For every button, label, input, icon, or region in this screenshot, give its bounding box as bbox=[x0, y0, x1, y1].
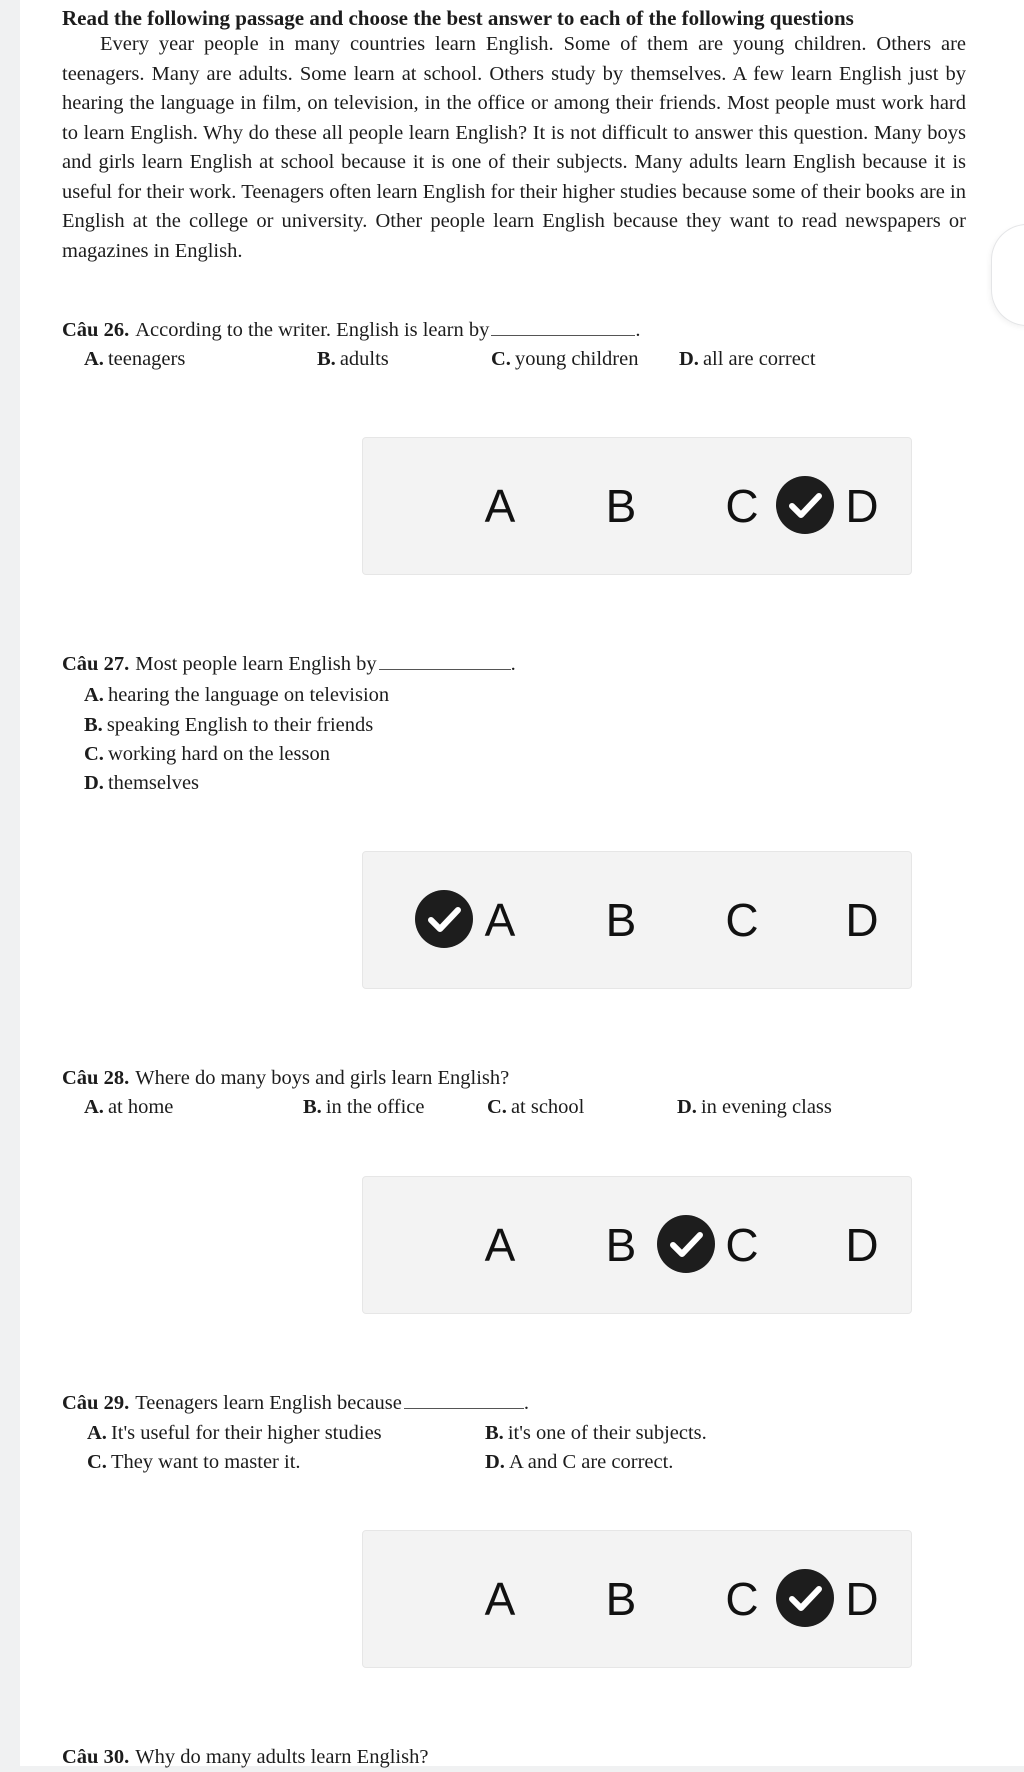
choice-d[interactable]: D bbox=[845, 1573, 879, 1625]
option-c: C. at school bbox=[487, 1096, 585, 1118]
option-b: B. adults bbox=[317, 348, 389, 370]
answer-panel-29 bbox=[362, 1530, 912, 1668]
question-text: Why do many adults learn English? bbox=[135, 1746, 429, 1768]
check-circle-icon bbox=[776, 1569, 834, 1627]
option-d: D. A and C are correct. bbox=[485, 1451, 674, 1473]
question-27 bbox=[62, 650, 516, 679]
choice-b[interactable]: B bbox=[605, 480, 637, 532]
choice-d[interactable]: D bbox=[845, 1219, 879, 1271]
question-text: Where do many boys and girls learn English? bbox=[135, 1067, 510, 1089]
answer-blank bbox=[491, 317, 635, 336]
choice-b[interactable]: B bbox=[605, 894, 637, 946]
option-c: C. young children bbox=[491, 348, 639, 370]
choice-b[interactable]: B bbox=[605, 1219, 637, 1271]
choice-c[interactable]: C bbox=[725, 480, 759, 532]
reading-passage: Every year people in many countries learn English. Some of them are young children. Others are teenagers. Many are adults. Some learn at school. Others study by themselves. A few learn English just by hearing the language in film, on television, in the office or among their friends. Most people must work hard to learn English. Why do these all people learn English? It is not difficult to answer this question. Many boys and girls learn English at school because it is one of their subjects. Many adults learn English because it is useful for their work. Teenagers often learn English for their higher studies because some of their books are in English at the college or university. Other people learn English because they want to read newspapers or magazines in English. bbox=[62, 33, 966, 262]
question-30 bbox=[62, 1743, 428, 1772]
choice-a[interactable]: A bbox=[484, 1573, 516, 1625]
choice-d[interactable]: D bbox=[845, 894, 879, 946]
choice-b[interactable]: B bbox=[605, 1573, 637, 1625]
choice-c[interactable]: C bbox=[725, 894, 759, 946]
choice-c[interactable]: C bbox=[725, 1573, 759, 1625]
question-29 bbox=[62, 1389, 529, 1418]
choice-a[interactable]: A bbox=[484, 1219, 516, 1271]
check-circle-icon bbox=[657, 1215, 715, 1273]
question-26 bbox=[62, 316, 640, 345]
question-tail: . bbox=[510, 653, 516, 675]
option-b: B. speaking English to their friends bbox=[84, 714, 374, 736]
answer-panel-27 bbox=[362, 851, 912, 989]
option-d: D. in evening class bbox=[677, 1096, 832, 1118]
question-tail: . bbox=[523, 1392, 529, 1414]
option-a: A. at home bbox=[84, 1096, 174, 1118]
question-number: Câu 28. bbox=[62, 1067, 130, 1089]
option-c: C. They want to master it. bbox=[87, 1451, 301, 1473]
question-number: Câu 26. bbox=[62, 319, 130, 341]
choice-d[interactable]: D bbox=[845, 480, 879, 532]
choice-a[interactable]: A bbox=[484, 894, 516, 946]
option-d: D. all are correct bbox=[679, 348, 816, 370]
option-c: C. working hard on the lesson bbox=[84, 743, 330, 765]
question-28 bbox=[62, 1064, 509, 1093]
question-tail: . bbox=[635, 319, 641, 341]
answer-panel-28 bbox=[362, 1176, 912, 1314]
question-text: Teenagers learn English because bbox=[135, 1392, 402, 1414]
option-a: A. teenagers bbox=[84, 348, 186, 370]
check-circle-icon bbox=[776, 476, 834, 534]
answer-blank bbox=[404, 1390, 524, 1409]
option-a: A. hearing the language on television bbox=[84, 684, 390, 706]
answer-blank bbox=[379, 651, 511, 670]
question-text: According to the writer. English is learn by bbox=[135, 319, 490, 341]
option-b: B. in the office bbox=[303, 1096, 425, 1118]
choice-c[interactable]: C bbox=[725, 1219, 759, 1271]
question-number: Câu 29. bbox=[62, 1392, 130, 1414]
choice-a[interactable]: A bbox=[484, 480, 516, 532]
instructions-heading: Read the following passage and choose the best answer to each of the following questions bbox=[62, 6, 854, 30]
option-d: D. themselves bbox=[84, 772, 200, 794]
check-circle-icon bbox=[415, 890, 473, 948]
question-number: Câu 27. bbox=[62, 653, 130, 675]
option-b: B. it's one of their subjects. bbox=[485, 1422, 707, 1444]
option-a: A. It's useful for their higher studies bbox=[87, 1422, 382, 1444]
answer-panel-26 bbox=[362, 437, 912, 575]
question-text: Most people learn English by bbox=[135, 653, 377, 675]
question-number: Câu 30. bbox=[62, 1746, 130, 1768]
